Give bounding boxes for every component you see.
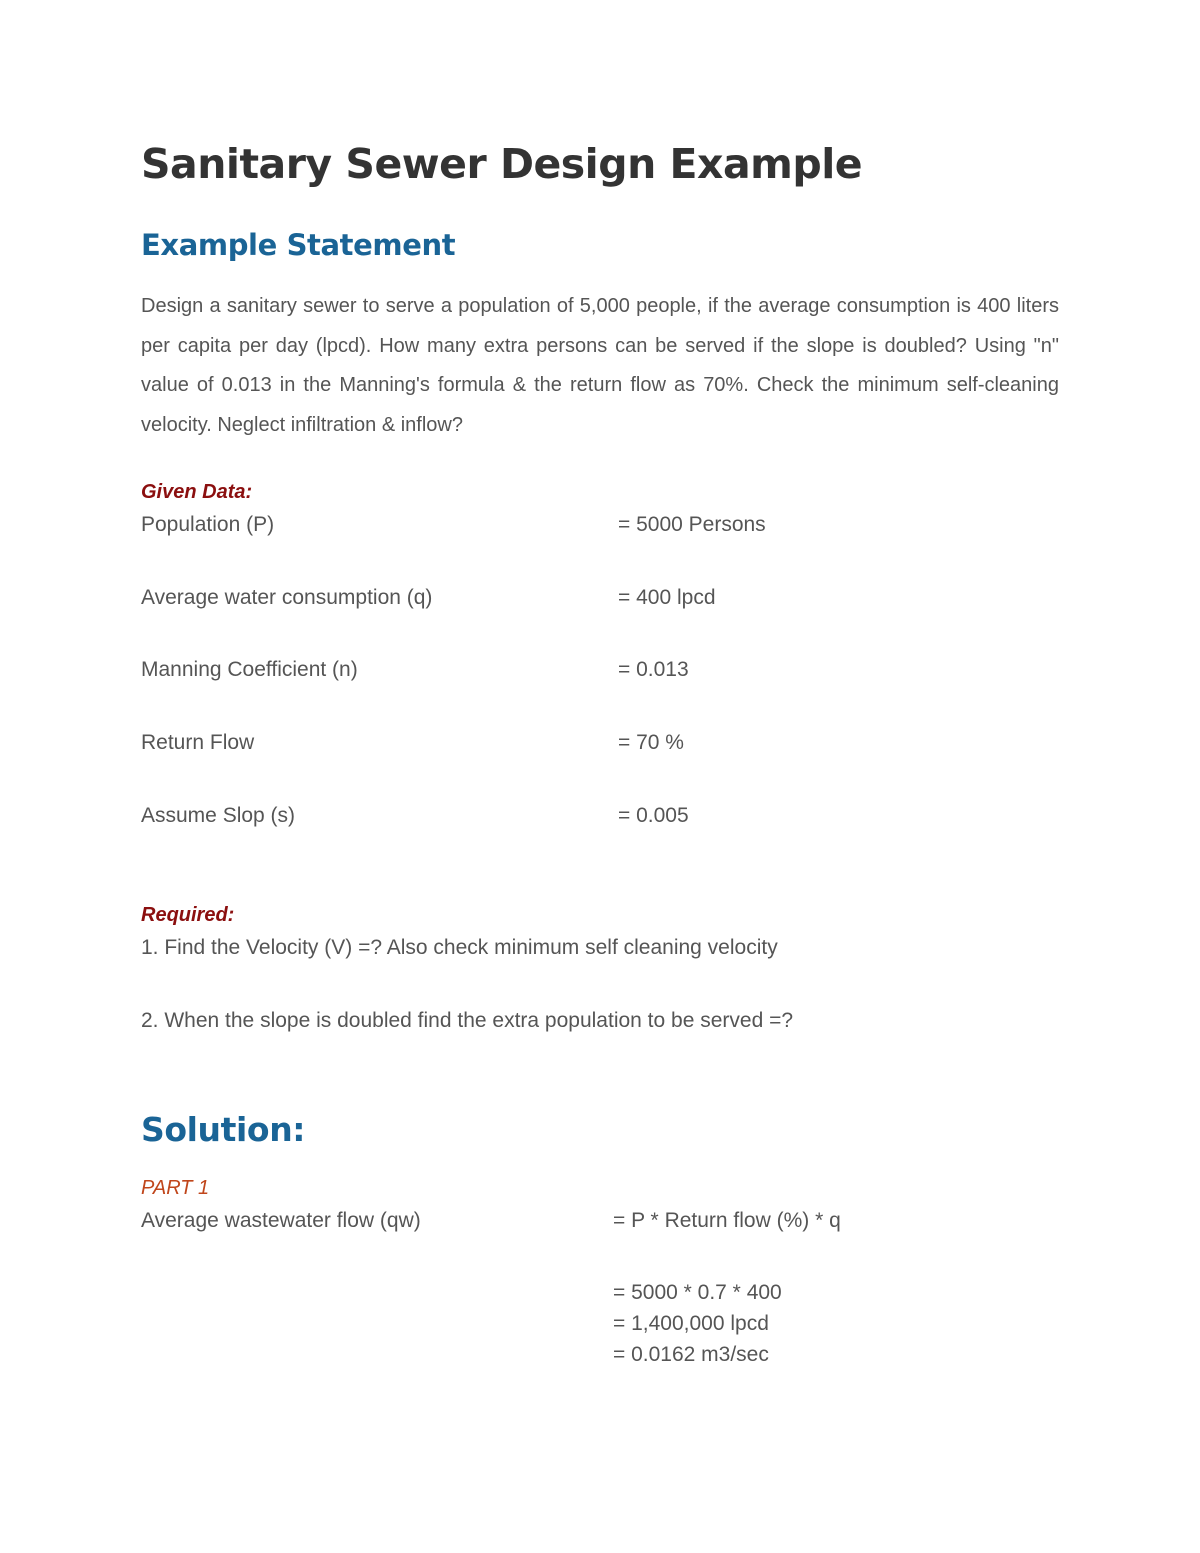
- part-1-label: PART 1: [141, 1177, 210, 1199]
- given-label-manning: Manning Coefficient (n): [141, 658, 358, 681]
- wastewater-flow-label: Average wastewater flow (qw): [141, 1209, 421, 1232]
- given-value-consumption: = 400 lpcd: [618, 586, 716, 609]
- required-item-2: 2. When the slope is doubled find the extra population to be served =?: [141, 1009, 794, 1032]
- calculation-step-3: = 0.0162 m3/sec: [613, 1343, 769, 1366]
- given-label-return-flow: Return Flow: [141, 731, 255, 754]
- solution-heading: Solution:: [141, 1110, 306, 1149]
- document-title: Sanitary Sewer Design Example: [141, 140, 863, 188]
- given-label-consumption: Average water consumption (q): [141, 586, 433, 609]
- wastewater-flow-formula: = P * Return flow (%) * q: [613, 1209, 841, 1232]
- required-item-1: 1. Find the Velocity (V) =? Also check minimum self cleaning velocity: [141, 936, 778, 959]
- given-label-population: Population (P): [141, 513, 275, 536]
- calculation-step-1: = 5000 * 0.7 * 400: [613, 1281, 782, 1304]
- given-value-slope: = 0.005: [618, 804, 689, 827]
- given-value-return-flow: = 70 %: [618, 731, 684, 754]
- given-label-slope: Assume Slop (s): [141, 804, 296, 827]
- given-value-population: = 5000 Persons: [618, 513, 766, 536]
- given-data-heading: Given Data:: [141, 481, 253, 503]
- required-heading: Required:: [141, 904, 235, 926]
- statement-paragraph: Design a sanitary sewer to serve a population of 5,000 people, if the average consumption is 400 liters per capita per day (lpcd). How many extra persons can be served if the slope is doubled? Using "n" value of 0.013 in the Manning's formula & the return flow as 70%. Check the minimum self-cleaning velocity. Neglect infiltration & inflow?: [141, 295, 1059, 436]
- example-statement-heading: Example Statement: [141, 228, 456, 262]
- given-value-manning: = 0.013: [618, 658, 689, 681]
- calculation-step-2: = 1,400,000 lpcd: [613, 1312, 769, 1335]
- document-page: [141, 0, 1059, 1553]
